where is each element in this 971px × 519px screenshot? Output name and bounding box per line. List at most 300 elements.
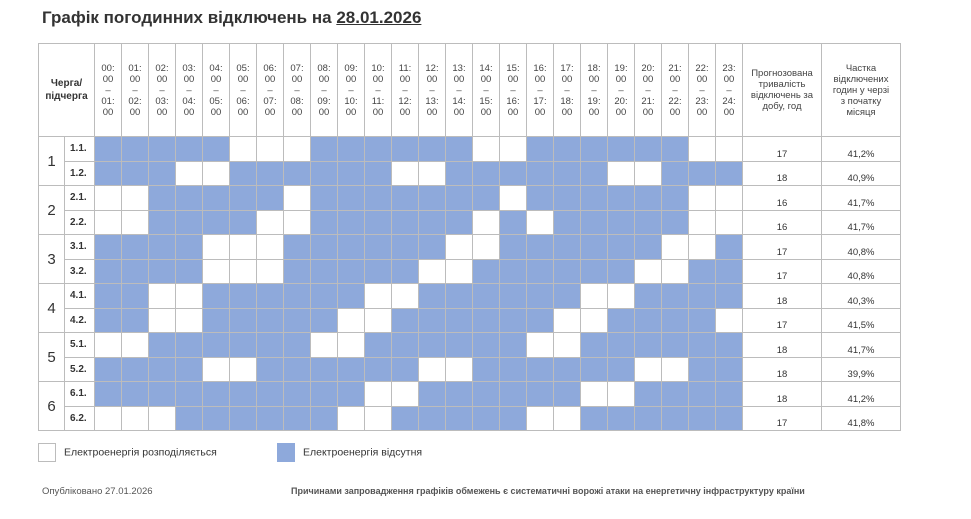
- hour-cell-outage: [122, 308, 149, 333]
- hour-cell-power: [527, 406, 554, 431]
- hour-cell-outage: [500, 333, 527, 358]
- queue-number: 6: [39, 382, 65, 431]
- hour-cell-power: [365, 284, 392, 309]
- hour-cell-outage: [284, 333, 311, 358]
- hour-cell-outage: [608, 210, 635, 235]
- header-line: 00: [723, 106, 735, 118]
- hour-cell-outage: [554, 235, 581, 260]
- header-line: 00: [156, 73, 168, 85]
- hour-cell-outage: [149, 382, 176, 407]
- hour-cell-outage: [311, 308, 338, 333]
- hour-cell-outage: [230, 308, 257, 333]
- hour-cell-power: [581, 308, 608, 333]
- hour-cell-power: [95, 186, 122, 211]
- header-line: 09:: [317, 95, 331, 107]
- hour-cell-power: [473, 210, 500, 235]
- subqueue-label: 6.2.: [65, 406, 95, 431]
- hour-cell-outage: [284, 308, 311, 333]
- hour-cell-power: [689, 235, 716, 260]
- hour-cell-outage: [473, 406, 500, 431]
- queue-number: 5: [39, 333, 65, 382]
- hour-cell-outage: [500, 284, 527, 309]
- hour-cell-power: [716, 308, 743, 333]
- hour-cell-outage: [716, 382, 743, 407]
- hour-cell-outage: [230, 210, 257, 235]
- header-line: 00: [642, 106, 654, 118]
- hour-cell-outage: [500, 357, 527, 382]
- header-line: 00: [210, 106, 222, 118]
- hour-cell-outage: [257, 308, 284, 333]
- hour-cell-outage: [446, 186, 473, 211]
- hour-cell-outage: [581, 161, 608, 186]
- hour-cell-power: [149, 308, 176, 333]
- hour-cell-outage: [689, 406, 716, 431]
- header-line: 13:: [425, 95, 439, 107]
- hour-cell-outage: [608, 259, 635, 284]
- hour-cell-outage: [311, 357, 338, 382]
- hour-cell-outage: [176, 210, 203, 235]
- outage-schedule-table: [38, 43, 901, 431]
- hour-cell-outage: [716, 333, 743, 358]
- hour-cell-outage: [635, 406, 662, 431]
- header-line: –: [105, 84, 111, 96]
- hour-cell-outage: [392, 137, 419, 162]
- hour-cell-outage: [338, 161, 365, 186]
- published-date: Опубліковано 27.01.2026: [42, 486, 153, 497]
- header-line: –: [537, 84, 543, 96]
- hour-cell-outage: [392, 210, 419, 235]
- hour-cell-outage: [149, 161, 176, 186]
- header-line: відключень за: [750, 90, 814, 101]
- hour-cell-power: [500, 186, 527, 211]
- hour-cell-outage: [392, 406, 419, 431]
- hour-header: [662, 44, 689, 137]
- hour-cell-outage: [284, 284, 311, 309]
- header-line: 00: [291, 73, 303, 85]
- hour-cell-outage: [608, 308, 635, 333]
- header-line: 22:: [668, 95, 682, 107]
- hour-cell-outage: [689, 357, 716, 382]
- table-row: [39, 382, 901, 407]
- hour-header: [473, 44, 500, 137]
- hour-cell-outage: [419, 210, 446, 235]
- table-row: [39, 333, 901, 358]
- hour-cell-power: [473, 235, 500, 260]
- header-line: –: [159, 84, 165, 96]
- hour-cell-outage: [392, 235, 419, 260]
- hour-header: [95, 44, 122, 137]
- header-line: –: [564, 84, 570, 96]
- header-line: 00: [183, 73, 195, 85]
- header-line: 10:: [371, 62, 385, 74]
- header-line: 00: [399, 73, 411, 85]
- hour-cell-outage: [257, 333, 284, 358]
- share-value: 41,2%: [822, 382, 901, 407]
- hour-header: [392, 44, 419, 137]
- hour-cell-outage: [662, 333, 689, 358]
- share-value: 41,8%: [822, 406, 901, 431]
- hour-cell-outage: [311, 137, 338, 162]
- header-line: 00: [129, 106, 141, 118]
- hour-cell-outage: [284, 382, 311, 407]
- hour-cell-outage: [95, 235, 122, 260]
- hour-cell-outage: [662, 137, 689, 162]
- header-line: 00: [507, 106, 519, 118]
- hour-cell-outage: [338, 284, 365, 309]
- hour-cell-outage: [608, 357, 635, 382]
- hour-cell-power: [554, 406, 581, 431]
- header-line: 07:: [263, 95, 277, 107]
- hour-cell-outage: [662, 210, 689, 235]
- share-value: 39,9%: [822, 357, 901, 382]
- hour-cell-power: [365, 308, 392, 333]
- hour-cell-outage: [473, 161, 500, 186]
- header-line: –: [186, 84, 192, 96]
- share-value: 41,7%: [822, 186, 901, 211]
- hour-cell-outage: [446, 161, 473, 186]
- share-value: 40,8%: [822, 259, 901, 284]
- hour-cell-power: [554, 333, 581, 358]
- duration-value: 18: [743, 357, 822, 382]
- hour-cell-power: [230, 137, 257, 162]
- header-line: –: [132, 84, 138, 96]
- hour-cell-outage: [338, 186, 365, 211]
- hour-cell-outage: [716, 357, 743, 382]
- hour-cell-outage: [473, 308, 500, 333]
- hour-cell-outage: [716, 235, 743, 260]
- header-line: 20:: [641, 62, 655, 74]
- hour-cell-outage: [419, 308, 446, 333]
- hour-cell-outage: [311, 210, 338, 235]
- header-line: 00: [507, 73, 519, 85]
- hour-cell-power: [716, 137, 743, 162]
- hour-cell-outage: [338, 357, 365, 382]
- header-line: 18:: [587, 62, 601, 74]
- header-line: 00: [264, 73, 276, 85]
- hour-cell-outage: [311, 186, 338, 211]
- hour-cell-outage: [527, 284, 554, 309]
- hour-cell-outage: [419, 333, 446, 358]
- hour-cell-power: [122, 186, 149, 211]
- hour-cell-outage: [581, 137, 608, 162]
- header-line: 23:: [722, 62, 736, 74]
- hour-cell-power: [284, 186, 311, 211]
- hour-header: [284, 44, 311, 137]
- hour-cell-outage: [635, 235, 662, 260]
- hour-cell-outage: [176, 382, 203, 407]
- hour-cell-power: [176, 161, 203, 186]
- hour-cell-power: [419, 161, 446, 186]
- table-row: [39, 406, 901, 431]
- header-line: 00: [696, 73, 708, 85]
- header-line: 12:: [425, 62, 439, 74]
- hour-cell-power: [203, 161, 230, 186]
- header-line: 04:: [182, 95, 196, 107]
- hour-cell-outage: [122, 284, 149, 309]
- header-line: 14:: [479, 62, 493, 74]
- hour-cell-outage: [176, 357, 203, 382]
- hour-cell-power: [122, 210, 149, 235]
- hour-cell-outage: [446, 333, 473, 358]
- hour-cell-outage: [473, 186, 500, 211]
- header-line: –: [402, 84, 408, 96]
- hour-cell-outage: [662, 308, 689, 333]
- hour-cell-outage: [662, 382, 689, 407]
- hour-cell-outage: [419, 137, 446, 162]
- header-line: 00: [372, 106, 384, 118]
- hour-cell-outage: [95, 284, 122, 309]
- hour-cell-outage: [284, 357, 311, 382]
- hour-cell-outage: [581, 357, 608, 382]
- header-line: –: [213, 84, 219, 96]
- page-title-prefix: Графік погодинних відключень на: [42, 8, 332, 27]
- header-line: 00: [318, 73, 330, 85]
- hour-cell-outage: [338, 235, 365, 260]
- header-line: 00: [426, 73, 438, 85]
- hour-cell-outage: [203, 382, 230, 407]
- header-line: 08:: [317, 62, 331, 74]
- hour-cell-outage: [392, 308, 419, 333]
- hour-cell-outage: [365, 161, 392, 186]
- duration-value: 18: [743, 333, 822, 358]
- hour-cell-outage: [608, 333, 635, 358]
- header-line: 13:: [452, 62, 466, 74]
- header-line: добу, год: [762, 101, 802, 112]
- hour-cell-outage: [473, 259, 500, 284]
- hour-cell-outage: [554, 357, 581, 382]
- hour-cell-outage: [527, 308, 554, 333]
- hour-cell-outage: [419, 284, 446, 309]
- hour-cell-power: [203, 235, 230, 260]
- header-line: 00: [372, 73, 384, 85]
- hour-header: [716, 44, 743, 137]
- hour-cell-power: [662, 259, 689, 284]
- hour-cell-outage: [635, 333, 662, 358]
- queue-header: [39, 44, 95, 137]
- hour-cell-power: [662, 357, 689, 382]
- hour-cell-outage: [257, 161, 284, 186]
- hour-cell-power: [338, 308, 365, 333]
- hour-cell-outage: [338, 137, 365, 162]
- hour-header: [554, 44, 581, 137]
- hour-cell-outage: [527, 357, 554, 382]
- hour-cell-power: [95, 406, 122, 431]
- hour-cell-outage: [635, 186, 662, 211]
- hour-cell-outage: [122, 235, 149, 260]
- hour-cell-power: [527, 210, 554, 235]
- header-line: місяця: [846, 106, 876, 118]
- hour-cell-outage: [230, 186, 257, 211]
- hour-cell-power: [608, 161, 635, 186]
- header-line: 15:: [479, 95, 493, 107]
- header-line: Прогнозована: [751, 68, 813, 79]
- hour-cell-outage: [662, 406, 689, 431]
- share-value: 41,7%: [822, 210, 901, 235]
- hour-cell-power: [662, 235, 689, 260]
- header-line: 00: [345, 106, 357, 118]
- hour-cell-power: [230, 259, 257, 284]
- header-line: –: [672, 84, 678, 96]
- hour-cell-outage: [446, 210, 473, 235]
- legend-power-swatch: [38, 443, 56, 462]
- hour-cell-outage: [311, 259, 338, 284]
- hour-cell-outage: [311, 161, 338, 186]
- header-line: –: [456, 84, 462, 96]
- queue-number: 3: [39, 235, 65, 284]
- header-line: 19:: [587, 95, 601, 107]
- hour-header: [527, 44, 554, 137]
- header-line: 00: [534, 73, 546, 85]
- hour-cell-power: [257, 259, 284, 284]
- hour-cell-outage: [608, 235, 635, 260]
- hour-cell-outage: [446, 406, 473, 431]
- subqueue-label: 4.2.: [65, 308, 95, 333]
- hour-cell-outage: [176, 235, 203, 260]
- hour-cell-outage: [419, 382, 446, 407]
- hour-cell-outage: [500, 259, 527, 284]
- hour-cell-outage: [257, 406, 284, 431]
- hour-cell-outage: [419, 186, 446, 211]
- hour-cell-outage: [419, 406, 446, 431]
- hour-cell-power: [122, 406, 149, 431]
- header-line: –: [240, 84, 246, 96]
- hour-cell-outage: [203, 137, 230, 162]
- hour-cell-power: [149, 284, 176, 309]
- hour-cell-outage: [176, 259, 203, 284]
- hour-cell-outage: [554, 382, 581, 407]
- hour-cell-outage: [203, 210, 230, 235]
- hour-cell-outage: [392, 333, 419, 358]
- hour-cell-outage: [95, 382, 122, 407]
- header-line: 11:: [398, 62, 412, 74]
- hour-cell-outage: [635, 308, 662, 333]
- table-row: [39, 186, 901, 211]
- header-line: Черга/: [50, 78, 83, 89]
- hour-header: [365, 44, 392, 137]
- hour-cell-outage: [689, 259, 716, 284]
- hour-cell-outage: [473, 333, 500, 358]
- hour-cell-outage: [122, 161, 149, 186]
- hour-cell-outage: [95, 357, 122, 382]
- hour-cell-power: [122, 333, 149, 358]
- header-line: 00: [318, 106, 330, 118]
- hour-cell-power: [176, 308, 203, 333]
- hour-cell-power: [95, 210, 122, 235]
- hour-cell-outage: [149, 235, 176, 260]
- hour-cell-outage: [500, 210, 527, 235]
- header-line: 00: [669, 106, 681, 118]
- subqueue-label: 6.1.: [65, 382, 95, 407]
- hour-cell-outage: [608, 186, 635, 211]
- hour-cell-power: [689, 186, 716, 211]
- hour-cell-outage: [365, 186, 392, 211]
- hour-cell-outage: [95, 161, 122, 186]
- hour-cell-outage: [311, 235, 338, 260]
- header-line: з початку: [840, 95, 882, 107]
- hour-cell-outage: [527, 382, 554, 407]
- legend-outage: [277, 443, 422, 462]
- hour-cell-outage: [176, 333, 203, 358]
- header-line: 00: [615, 106, 627, 118]
- hour-cell-power: [392, 284, 419, 309]
- hour-cell-power: [95, 333, 122, 358]
- hour-cell-power: [689, 210, 716, 235]
- header-line: 00: [588, 106, 600, 118]
- duration-value: 17: [743, 308, 822, 333]
- header-line: 03:: [182, 62, 196, 74]
- subqueue-label: 2.2.: [65, 210, 95, 235]
- hour-cell-outage: [365, 333, 392, 358]
- hour-cell-outage: [176, 186, 203, 211]
- header-line: 00: [102, 73, 114, 85]
- hour-header: [608, 44, 635, 137]
- hour-header: [230, 44, 257, 137]
- hour-cell-outage: [716, 259, 743, 284]
- hour-cell-outage: [689, 308, 716, 333]
- hour-cell-power: [527, 333, 554, 358]
- hour-cell-power: [284, 137, 311, 162]
- duration-value: 18: [743, 161, 822, 186]
- hour-cell-outage: [95, 308, 122, 333]
- hour-header: [149, 44, 176, 137]
- hour-cell-outage: [473, 382, 500, 407]
- reason-note: Причинами запровадження графіків обмежень є систематичні ворожі атаки на енергетичну інфраструктуру країни: [291, 486, 805, 496]
- hour-cell-outage: [284, 161, 311, 186]
- hour-cell-outage: [446, 308, 473, 333]
- hour-cell-power: [689, 137, 716, 162]
- hour-cell-outage: [230, 406, 257, 431]
- hour-cell-outage: [554, 259, 581, 284]
- header-line: 23:: [695, 95, 709, 107]
- hour-cell-outage: [473, 284, 500, 309]
- header-line: 12:: [398, 95, 412, 107]
- header-line: 24:: [722, 95, 736, 107]
- share-value: 40,8%: [822, 235, 901, 260]
- hour-cell-outage: [95, 259, 122, 284]
- header-line: підчерга: [45, 91, 88, 102]
- hour-cell-outage: [149, 333, 176, 358]
- hour-cell-outage: [689, 333, 716, 358]
- subqueue-label: 1.1.: [65, 137, 95, 162]
- header-line: 11:: [371, 95, 385, 107]
- header-line: 04:: [209, 62, 223, 74]
- hour-cell-outage: [500, 308, 527, 333]
- hour-cell-outage: [716, 161, 743, 186]
- duration-value: 17: [743, 259, 822, 284]
- hour-cell-outage: [446, 137, 473, 162]
- header-line: 17:: [560, 62, 574, 74]
- header-line: 01:: [101, 95, 115, 107]
- duration-value: 18: [743, 382, 822, 407]
- table-row: [39, 161, 901, 186]
- hour-cell-outage: [554, 137, 581, 162]
- table-row: [39, 308, 901, 333]
- hour-cell-power: [419, 357, 446, 382]
- header-line: 00: [399, 106, 411, 118]
- hour-cell-outage: [95, 137, 122, 162]
- header-line: 00: [669, 73, 681, 85]
- hour-cell-power: [581, 284, 608, 309]
- hour-cell-outage: [662, 161, 689, 186]
- hour-header: [689, 44, 716, 137]
- header-line: 00: [534, 106, 546, 118]
- hour-cell-outage: [581, 333, 608, 358]
- hour-cell-outage: [527, 137, 554, 162]
- header-line: 00:: [101, 62, 115, 74]
- hour-cell-power: [446, 357, 473, 382]
- table-row: [39, 210, 901, 235]
- hour-cell-power: [716, 210, 743, 235]
